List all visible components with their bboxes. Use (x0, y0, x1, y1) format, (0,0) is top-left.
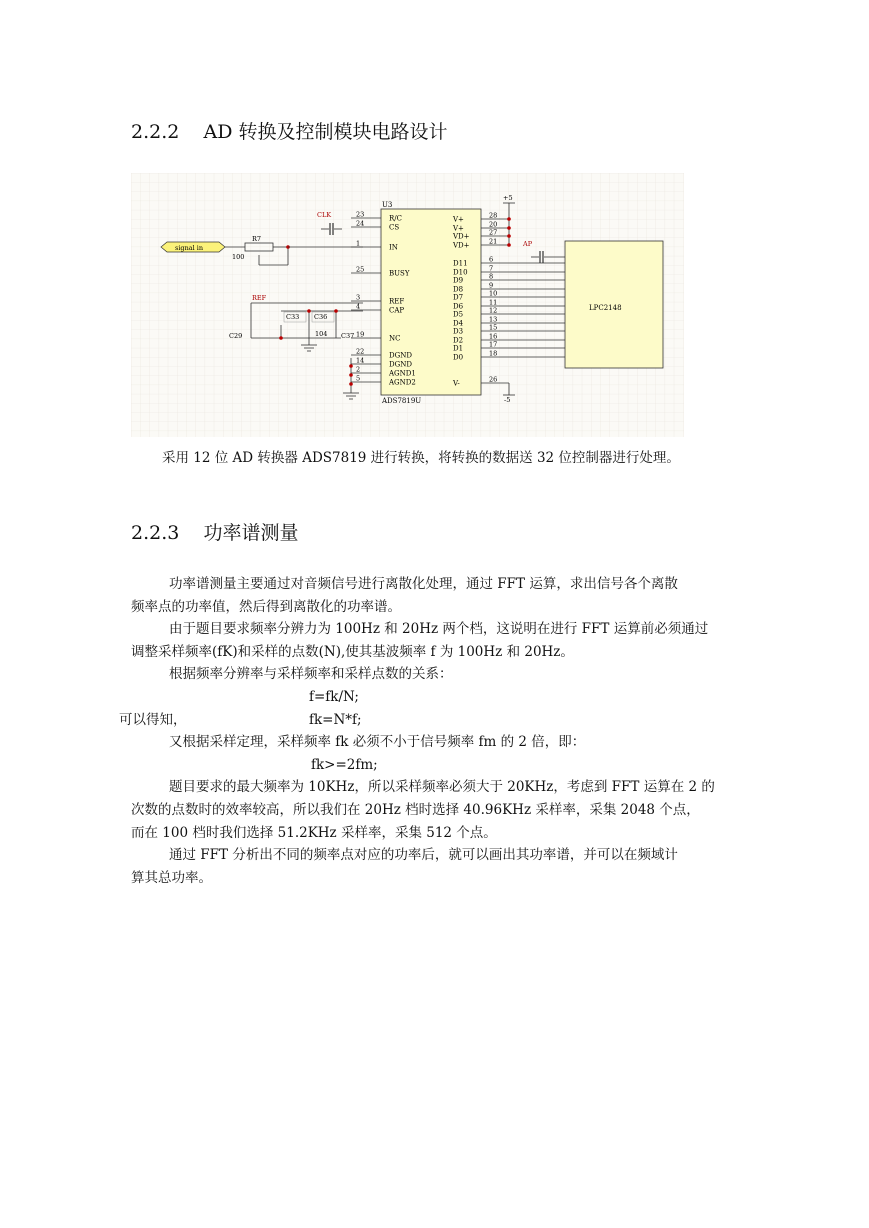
pin-number: 4 (356, 302, 361, 311)
pin-number: 25 (356, 265, 365, 274)
pin-name: D3 (453, 327, 464, 336)
paragraph-line: 调整采样频率(fK)和采样的点数(N),使其基波频率 f 为 100Hz 和 20Hz。 (131, 643, 574, 660)
pin-number: 12 (489, 306, 498, 315)
c33-label: C33 (286, 313, 300, 321)
pin-number: 9 (489, 281, 494, 290)
pin-name: D1 (453, 344, 464, 353)
paragraph-line: 由于题目要求频率分辨力为 100Hz 和 20Hz 两个档，这说明在进行 FFT 运算前必须通过 (169, 621, 709, 638)
cap-104-label: 104 (315, 330, 328, 338)
mcu-label: LPC2148 (589, 304, 622, 312)
plus5-label: +5 (503, 194, 513, 202)
pin-name: IN (389, 243, 398, 252)
paragraph-line: 根据频率分辨率与采样频率和采样点数的关系： (169, 666, 453, 683)
chip-ref: U3 (382, 201, 393, 209)
paragraph-line: 通过 FFT 分析出不同的频率点对应的功率后，就可以画出其功率谱，并可以在频域计 (169, 847, 678, 864)
pin-name: D4 (453, 319, 464, 328)
pin-name: D8 (453, 285, 464, 294)
pin-name: VD+ (453, 241, 470, 250)
equation: f=fk/N; (309, 688, 359, 705)
r7-label: R7 (252, 235, 262, 243)
figure-caption: 采用 12 位 AD 转换器 ADS7819 进行转换，将转换的数据送 32 位控制器进行处理。 (162, 450, 680, 466)
pin-name: DGND (389, 351, 412, 360)
minus5-label: -5 (504, 396, 511, 404)
pin-number: 22 (356, 347, 365, 356)
pin-number: 1 (356, 239, 361, 248)
ap-label: AP (523, 240, 533, 248)
pin-name: D9 (453, 276, 464, 285)
pin-number: 23 (356, 210, 365, 219)
paragraph-line: 可以得知， (119, 711, 187, 728)
pin-number: 7 (489, 264, 494, 273)
pin-name: V- (453, 379, 460, 388)
r7-value: 100 (232, 253, 245, 261)
pin-number: 21 (489, 237, 498, 246)
paragraph-line: 频率点的功率值，然后得到离散化的功率谱。 (131, 598, 401, 615)
pin-name: D7 (453, 293, 464, 302)
paragraph-line: 次数的点数时的效率较高，所以我们在 20Hz 档时选择 40.96KHz 采样率，采集 2048 个点， (131, 801, 700, 818)
pin-number: 20 (489, 220, 498, 229)
pin-number: 10 (489, 289, 498, 298)
pin-number: 13 (489, 315, 498, 324)
pin-number: 28 (489, 211, 498, 220)
pin-name: D10 (453, 268, 468, 277)
chip-name: ADS7819U (382, 397, 422, 405)
section-heading: 2.2.3 功率谱测量 (131, 522, 299, 544)
pin-number: 2 (356, 365, 361, 374)
pin-number: 26 (489, 375, 498, 384)
c37-label: C37 (341, 332, 355, 340)
signal-in-label: signal in (175, 244, 204, 252)
pin-name: AGND2 (389, 378, 416, 387)
pin-name: D0 (453, 353, 464, 362)
ads7819-schematic (131, 173, 684, 437)
paragraph-line: 而在 100 档时我们选择 51.2KHz 采样率，采集 512 个点。 (131, 824, 497, 841)
pin-number: 16 (489, 332, 498, 341)
pin-number: 15 (489, 323, 498, 332)
pin-name: NC (389, 334, 401, 343)
clk-label: CLK (317, 211, 332, 219)
pin-name: D6 (453, 302, 464, 311)
c29-label: C29 (229, 332, 243, 340)
pin-number: 27 (489, 228, 498, 237)
pin-number: 19 (356, 330, 365, 339)
pin-number: 14 (356, 356, 365, 365)
pin-name: REF (389, 297, 405, 306)
ref-label: REF (252, 294, 267, 302)
pin-number: 11 (489, 298, 498, 307)
pin-name: CAP (389, 306, 405, 315)
pin-name: D2 (453, 336, 464, 345)
pin-number: 24 (356, 219, 365, 228)
paragraph-line: 功率谱测量主要通过对音频信号进行离散化处理，通过 FFT 运算，求出信号各个离散 (169, 576, 678, 592)
paragraph-line: 算其总功率。 (131, 869, 212, 886)
pin-name: R/C (389, 214, 402, 223)
pin-number: 5 (356, 374, 361, 383)
pin-number: 3 (356, 293, 361, 302)
body-text (119, 573, 741, 889)
pin-name: AGND1 (389, 369, 416, 378)
pin-name: VD+ (453, 232, 470, 241)
pin-name: D5 (453, 310, 464, 319)
paragraph-line: 题目要求的最大频率为 10KHz，所以采样频率必须大于 20KHz，考虑到 FFT 运算在 2 的 (169, 779, 715, 796)
equation: fk>=2fm; (311, 756, 378, 773)
pin-name: CS (389, 223, 400, 232)
pin-name: V+ (453, 215, 464, 224)
pin-number: 6 (489, 255, 494, 264)
pin-name: V+ (453, 224, 464, 233)
pin-number: 8 (489, 272, 494, 281)
equation: fk=N*f; (309, 711, 362, 728)
pin-name: BUSY (389, 269, 410, 278)
c36-label: C36 (314, 313, 328, 321)
pin-name: DGND (389, 360, 412, 369)
section-heading: 2.2.2 AD 转换及控制模块电路设计 (131, 121, 448, 143)
pin-number: 18 (489, 349, 498, 358)
pin-number: 17 (489, 340, 498, 349)
pin-name: D11 (453, 259, 468, 268)
paragraph-line: 又根据采样定理，采样频率 fk 必须不小于信号频率 fm 的 2 倍，即： (169, 734, 586, 751)
